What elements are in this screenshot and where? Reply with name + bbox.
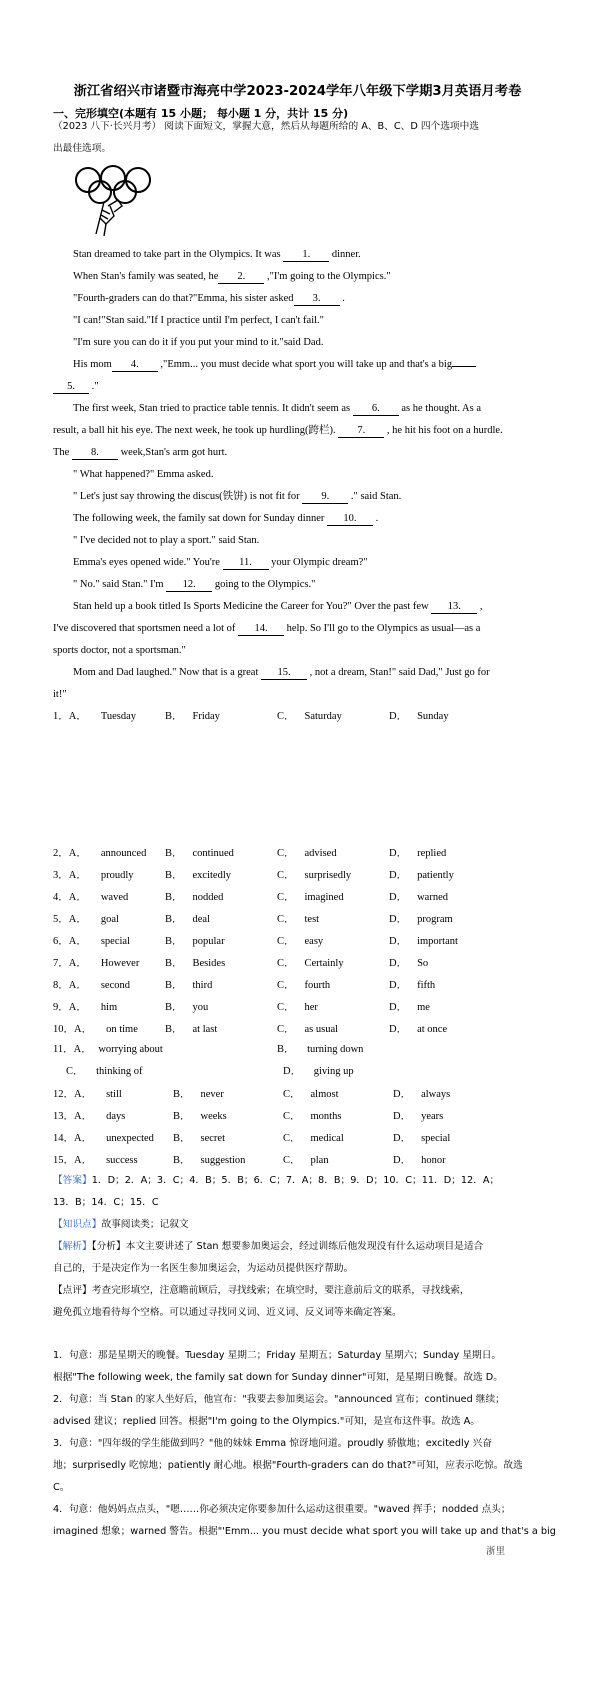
option-a[interactable]: waved: [100, 892, 129, 903]
passage-line: [53, 622, 480, 636]
option-b[interactable]: at last: [192, 1024, 218, 1035]
blank-slot[interactable]: 5.: [53, 381, 89, 394]
blank-slot[interactable]: 8.: [72, 447, 118, 460]
option-c-wrap: [277, 845, 337, 860]
blank-slot[interactable]: 7.: [338, 425, 384, 438]
option-label: 2．A．: [53, 848, 87, 859]
option-a[interactable]: worrying about: [98, 1044, 163, 1055]
option-a-wrap: [53, 1021, 138, 1036]
blank-slot[interactable]: [452, 366, 476, 367]
option-a-wrap: [53, 933, 130, 948]
option-label: B．: [165, 1024, 183, 1035]
passage-text: as he thought. As a: [398, 403, 482, 414]
knowledge-tag: 【知识点】: [53, 1219, 102, 1230]
analysis-line-2: 自己的，于是决定作为一名医生参加奥运会，为运动员提供医疗帮助。: [53, 1263, 354, 1274]
passage-text: Emma's eyes opened wide." You're: [73, 557, 223, 568]
option-b-wrap: [165, 867, 231, 882]
option-d-wrap: [389, 999, 430, 1014]
option-b-wrap: [165, 999, 208, 1014]
option-b[interactable]: excitedly: [192, 870, 231, 881]
option-a[interactable]: However: [100, 958, 140, 969]
option-label: D．: [389, 1002, 408, 1013]
option-d[interactable]: honor: [421, 1155, 446, 1166]
analysis-tag: 【解析】: [53, 1241, 92, 1252]
option-label: C．: [277, 1002, 295, 1013]
passage-text: week,Stan's arm got hurt.: [117, 447, 228, 458]
blank-slot[interactable]: 14.: [238, 623, 284, 636]
option-label: C．: [283, 1133, 301, 1144]
passage-line: [73, 600, 483, 614]
passage-text: it!": [53, 689, 67, 700]
passage-text: " I've decided not to play a sport." said Stan.: [73, 535, 260, 546]
option-b-wrap: [277, 1041, 363, 1056]
option-c-wrap: [277, 911, 319, 926]
option-b-wrap: [165, 977, 212, 992]
option-label: C．: [283, 1111, 301, 1122]
option-d-wrap: [389, 867, 454, 882]
knowledge-point: [53, 1216, 189, 1230]
option-b[interactable]: third: [192, 980, 213, 991]
option-d-wrap: [389, 955, 428, 970]
passage-line: [73, 402, 481, 416]
option-d-wrap: [389, 889, 448, 904]
blank-slot[interactable]: 1.: [283, 249, 329, 262]
option-label: D．: [389, 711, 408, 722]
option-b[interactable]: Friday: [192, 711, 220, 722]
passage-text: Stan dreamed to take part in the Olympics. It was: [73, 249, 284, 260]
passage-text: sports doctor, not a sportsman.": [53, 645, 186, 656]
passage-line: [73, 666, 490, 680]
option-b-wrap: [165, 1021, 217, 1036]
option-c-wrap: [283, 1108, 341, 1123]
option-label: D．: [389, 1024, 408, 1035]
passage-line: [53, 688, 67, 702]
passage-text: , he hit his foot on a hurdle.: [384, 425, 503, 436]
option-c[interactable]: fourth: [304, 980, 331, 991]
passage-text: His mom: [73, 359, 112, 370]
option-d[interactable]: program: [417, 914, 453, 925]
option-d-wrap: [283, 1063, 354, 1078]
passage-text: help. So I'll go to the Olympics as usual—as a: [284, 623, 481, 634]
option-label: 8．A．: [53, 980, 87, 991]
option-a[interactable]: still: [106, 1089, 122, 1100]
option-b-wrap: [165, 845, 234, 860]
option-label: 15．A．: [53, 1155, 93, 1166]
option-label: B．: [173, 1133, 191, 1144]
option-c-wrap: [277, 708, 342, 723]
passage-line: [73, 292, 345, 306]
option-label: D．: [393, 1111, 412, 1122]
knowledge-text: 故事阅读类；记叙文: [101, 1219, 189, 1230]
option-c-wrap: [277, 933, 323, 948]
option-c[interactable]: months: [310, 1111, 342, 1122]
option-label: B．: [173, 1155, 191, 1166]
option-d-wrap: [389, 708, 449, 723]
option-a-wrap: [53, 1086, 122, 1101]
option-d-wrap: [389, 977, 435, 992]
option-label: D．: [389, 936, 408, 947]
option-label: B．: [165, 870, 183, 881]
option-label: B．: [165, 914, 183, 925]
option-c-wrap: [66, 1063, 143, 1078]
option-b-wrap: [173, 1108, 227, 1123]
option-c[interactable]: her: [304, 1002, 318, 1013]
explanation-line: 3．句意："四年级的学生能做到吗？"他的妹妹 Emma 惊讶地问道。proudly 骄傲地；excitedly 兴奋: [53, 1438, 492, 1449]
blank-slot[interactable]: 13.: [431, 601, 477, 614]
option-d[interactable]: always: [421, 1089, 451, 1100]
passage-line: [53, 380, 99, 394]
option-d[interactable]: years: [421, 1111, 444, 1122]
option-c-wrap: [277, 867, 351, 882]
option-label: C．: [277, 914, 295, 925]
answer-tag: 【答案】: [53, 1175, 92, 1186]
option-a[interactable]: goal: [100, 914, 119, 925]
option-c[interactable]: medical: [310, 1133, 344, 1144]
option-d-wrap: [389, 933, 458, 948]
passage-text: ,: [477, 601, 483, 612]
option-d[interactable]: fifth: [417, 980, 436, 991]
option-d[interactable]: giving up: [313, 1066, 354, 1077]
option-a-wrap: [53, 867, 134, 882]
option-d[interactable]: patiently: [417, 870, 454, 881]
passage-line: [53, 446, 227, 460]
option-b[interactable]: turning down: [307, 1044, 364, 1055]
option-b[interactable]: popular: [192, 936, 225, 947]
option-letter-b: B．: [277, 1044, 295, 1055]
option-d-wrap: [393, 1152, 446, 1167]
option-c[interactable]: test: [304, 914, 320, 925]
option-a-wrap: [53, 845, 146, 860]
option-label: D．: [389, 980, 408, 991]
passage-text: " No." said Stan." I'm: [73, 579, 167, 590]
option-label: 1．A．: [53, 711, 87, 722]
option-a-wrap: [53, 708, 136, 723]
option-d-wrap: [393, 1108, 443, 1123]
option-label: C．: [277, 892, 295, 903]
question-number: 11．A．: [53, 1044, 92, 1055]
option-label: C．: [277, 980, 295, 991]
passage-text: ." said Stan.: [348, 491, 402, 502]
option-a[interactable]: success: [106, 1155, 138, 1166]
option-label: D．: [389, 892, 408, 903]
option-d[interactable]: at once: [417, 1024, 448, 1035]
option-label: 6．A．: [53, 936, 87, 947]
intro-line-1: （2023 八下·长兴月考） 阅读下面短文，掌握大意，然后从每题所给的 A、B、C、D 四个选项中选: [53, 121, 479, 132]
option-c[interactable]: easy: [304, 936, 324, 947]
option-d[interactable]: warned: [417, 892, 448, 903]
option-a-wrap: [53, 955, 139, 970]
answer-line-1: [53, 1172, 499, 1186]
blank-slot[interactable]: 9.: [302, 491, 348, 504]
option-d-wrap: [389, 1021, 447, 1036]
passage-text: The: [53, 447, 72, 458]
passage-line: [73, 270, 391, 284]
option-label: 5．A．: [53, 914, 87, 925]
option-c[interactable]: imagined: [304, 892, 344, 903]
option-label: B．: [165, 1002, 183, 1013]
review-line-1: 【点评】考查完形填空，注意瞻前顾后，寻找线索；在填空时，要注意前后文的联系，寻找线索，: [53, 1285, 470, 1296]
passage-text: Stan held up a book titled Is Sports Medicine the Career for You?" Over the past few: [73, 601, 432, 612]
option-a[interactable]: special: [100, 936, 130, 947]
blank-slot[interactable]: 6.: [353, 403, 399, 416]
blank-slot[interactable]: 2.: [218, 271, 264, 284]
option-c[interactable]: thinking of: [96, 1066, 143, 1077]
option-b-wrap: [165, 708, 220, 723]
page-title: 浙江省绍兴市诸暨市海亮中学2023-2024学年八年级下学期3月英语月考卷: [73, 84, 522, 99]
option-b-wrap: [173, 1130, 225, 1145]
option-c[interactable]: plan: [310, 1155, 329, 1166]
explanation-line: advised 建议；replied 回答。根据"I'm going to the Olympics."可知，是宣布这件事。故选 A。: [53, 1416, 480, 1427]
option-a[interactable]: days: [106, 1111, 126, 1122]
footer-mark: 浙里: [486, 1546, 506, 1557]
passage-text: , not a dream, Stan!" said Dad," Just go for: [307, 667, 490, 678]
option-label: C．: [277, 711, 295, 722]
option-c[interactable]: Certainly: [304, 958, 344, 969]
option-c-wrap: [277, 889, 344, 904]
blank-slot[interactable]: 4.: [112, 359, 158, 372]
passage-text: Mom and Dad laughed." Now that is a great: [73, 667, 261, 678]
option-label: 13．A．: [53, 1111, 93, 1122]
option-a[interactable]: proudly: [100, 870, 134, 881]
option-b-wrap: [173, 1086, 224, 1101]
analysis-text-1: 【分析】本文主要讲述了 Stan 想要参加奥运会，经过训练后他发现没有什么运动项目是适合: [91, 1241, 484, 1252]
passage-text: your Olympic dream?": [268, 557, 368, 568]
option-label: C．: [277, 958, 295, 969]
passage-line: [73, 248, 361, 262]
passage-line: [73, 336, 323, 350]
option-label: B．: [165, 848, 183, 859]
option-c-wrap: [277, 977, 330, 992]
blank-slot[interactable]: 3.: [294, 293, 340, 306]
option-label: D．: [389, 914, 408, 925]
option-label: C．: [277, 848, 295, 859]
option-label: D．: [393, 1133, 412, 1144]
option-b[interactable]: continued: [192, 848, 234, 859]
option-b-wrap: [165, 955, 225, 970]
option-b[interactable]: Besides: [192, 958, 226, 969]
passage-text: "Fourth-graders can do that?"Emma, his sister asked: [73, 293, 294, 304]
option-label: 14．A．: [53, 1133, 93, 1144]
option-label: 4．A．: [53, 892, 87, 903]
passage-text: .: [372, 513, 379, 524]
option-label: B．: [165, 892, 183, 903]
passage-line: [73, 512, 378, 526]
option-b-wrap: [165, 933, 225, 948]
blank-slot[interactable]: 12.: [166, 579, 212, 592]
blank-slot[interactable]: 15.: [261, 667, 307, 680]
option-b[interactable]: nodded: [192, 892, 224, 903]
analysis-line-1: [53, 1238, 483, 1252]
option-a[interactable]: Tuesday: [100, 711, 137, 722]
option-a-wrap: [53, 1130, 154, 1145]
option-c[interactable]: Saturday: [304, 711, 342, 722]
passage-text: dinner.: [329, 249, 361, 260]
option-label: D．: [389, 870, 408, 881]
passage-text: ,"I'm going to the Olympics.": [264, 271, 391, 282]
option-c[interactable]: as usual: [304, 1024, 339, 1035]
passage-text: The first week, Stan tried to practice table tennis. It didn't seem as: [73, 403, 353, 414]
option-d[interactable]: important: [417, 936, 458, 947]
option-b-wrap: [173, 1152, 245, 1167]
option-row-11: [53, 1041, 163, 1056]
explanation-line: 4．句意：他妈妈点点头，"嗯……你必须决定你要参加什么运动这很重要。"waved 挥手；nodded 点头；: [53, 1504, 511, 1515]
option-label: B．: [173, 1111, 191, 1122]
passage-line: [73, 490, 401, 504]
passage-text: result, a ball hit his eye. The next week, he took up hurdling(跨栏).: [53, 425, 339, 436]
option-a[interactable]: announced: [100, 848, 147, 859]
passage-text: ,"Emm... you must decide what sport you will take up and that's a big: [157, 359, 453, 370]
option-d-wrap: [393, 1130, 450, 1145]
option-b[interactable]: secret: [200, 1133, 225, 1144]
explanation-line: 根据"The following week, the family sat down for Sunday dinner"可知，是星期日晚餐。故选 D。: [53, 1372, 503, 1383]
option-letter-d: D．: [283, 1066, 302, 1077]
option-letter-c: C．: [66, 1066, 84, 1077]
option-d[interactable]: special: [421, 1133, 451, 1144]
explanation-line: imagined 想象；warned 警告。根据"'Emm... you must decide what sport you will take up and that's a big: [53, 1526, 556, 1537]
option-label: C．: [283, 1089, 301, 1100]
option-b[interactable]: weeks: [200, 1111, 227, 1122]
option-b[interactable]: you: [192, 1002, 209, 1013]
option-a[interactable]: unexpected: [106, 1133, 154, 1144]
passage-text: " Let's just say throwing the discus(铁饼) is not fit for: [73, 491, 303, 502]
olympic-rings-illustration: [70, 162, 160, 238]
option-a-wrap: [53, 1152, 138, 1167]
explanation-line: C。: [53, 1482, 70, 1493]
review-line-2: 避免孤立地看待每个空格。可以通过寻找同义词、近义词、反义词等来确定答案。: [53, 1307, 402, 1318]
blank-slot[interactable]: 11.: [223, 557, 269, 570]
passage-line: [73, 468, 213, 482]
option-a[interactable]: on time: [106, 1024, 138, 1035]
passage-text: " What happened?" Emma asked.: [73, 469, 214, 480]
option-c-wrap: [283, 1152, 329, 1167]
passage-text: going to the Olympics.": [212, 579, 316, 590]
option-a-wrap: [53, 999, 117, 1014]
option-label: D．: [389, 958, 408, 969]
option-c-wrap: [283, 1130, 344, 1145]
passage-line: [73, 578, 315, 592]
option-c-wrap: [283, 1086, 339, 1101]
passage-text: .": [89, 381, 99, 392]
option-label: 12．A．: [53, 1089, 93, 1100]
option-c-wrap: [277, 999, 318, 1014]
option-label: D．: [393, 1155, 412, 1166]
option-label: B．: [165, 711, 183, 722]
option-d-wrap: [393, 1086, 450, 1101]
option-b-wrap: [165, 889, 223, 904]
passage-line: [53, 644, 186, 658]
passage-text: When Stan's family was seated, he: [73, 271, 219, 282]
passage-line: [73, 534, 259, 548]
explanation-line: 1．句意：那是星期天的晚餐。Tuesday 星期二；Friday 星期五；Saturday 星期六；Sunday 星期日。: [53, 1350, 502, 1361]
option-d-wrap: [389, 911, 453, 926]
option-a-wrap: [53, 977, 130, 992]
option-label: C．: [277, 1024, 295, 1035]
option-b-wrap: [165, 911, 210, 926]
option-c[interactable]: advised: [304, 848, 337, 859]
option-label: 7．A．: [53, 958, 87, 969]
intro-line-2: 出最佳选项。: [53, 143, 112, 154]
passage-text: "I'm sure you can do it if you put your mind to it."said Dad.: [73, 337, 324, 348]
answer-text-1: 1．D；2．A；3．C；4．B；5．B；6．C；7．A；8．B；9．D；10．C；11．D；12．A；: [91, 1175, 500, 1186]
option-b[interactable]: suggestion: [200, 1155, 246, 1166]
option-a-wrap: [53, 1108, 125, 1123]
explanation-line: 2．句意：当 Stan 的家人坐好后，他宣布："我要去参加奥运会。"announced 宣布；continued 继续；: [53, 1394, 505, 1405]
option-d-wrap: [389, 845, 446, 860]
option-b[interactable]: never: [200, 1089, 224, 1100]
option-label: B．: [165, 958, 183, 969]
option-a[interactable]: him: [100, 1002, 118, 1013]
explanation-line: 地；surprisedly 吃惊地；patiently 耐心地。根据"Fourth-graders can do that?"可知，应表示吃惊。故选: [53, 1460, 523, 1471]
section-heading: 一、完形填空(本题有 15 小题； 每小题 1 分，共计 15 分): [53, 107, 349, 120]
passage-line: [73, 358, 476, 372]
option-label: 10．A．: [53, 1024, 93, 1035]
option-a[interactable]: second: [100, 980, 131, 991]
answer-line-2: 13．B；14．C；15．C: [53, 1197, 159, 1208]
option-c-wrap: [277, 955, 344, 970]
option-label: B．: [165, 980, 183, 991]
option-label: C．: [283, 1155, 301, 1166]
option-label: D．: [393, 1089, 412, 1100]
option-a-wrap: [53, 889, 128, 904]
passage-line: [53, 424, 503, 438]
option-c[interactable]: surprisedly: [304, 870, 352, 881]
option-b[interactable]: deal: [192, 914, 211, 925]
passage-line: [73, 314, 324, 328]
option-label: 3．A．: [53, 870, 87, 881]
option-label: B．: [165, 936, 183, 947]
option-label: D．: [389, 848, 408, 859]
passage-line: [73, 556, 368, 570]
option-label: C．: [277, 936, 295, 947]
passage-text: "I can!"Stan said."If I practice until I'm perfect, I can't fail.": [73, 315, 324, 326]
passage-text: The following week, the family sat down for Sunday dinner: [73, 513, 327, 524]
option-c[interactable]: almost: [310, 1089, 339, 1100]
option-label: C．: [277, 870, 295, 881]
option-d[interactable]: Sunday: [417, 711, 449, 722]
option-d[interactable]: me: [417, 1002, 430, 1013]
option-label: 9．A．: [53, 1002, 87, 1013]
option-c-wrap: [277, 1021, 338, 1036]
option-label: B．: [173, 1089, 191, 1100]
passage-text: I've discovered that sportsmen need a lot of: [53, 623, 239, 634]
passage-text: .: [339, 293, 345, 304]
option-d[interactable]: So: [417, 958, 429, 969]
option-d[interactable]: replied: [417, 848, 447, 859]
blank-slot[interactable]: 10.: [327, 513, 373, 526]
option-a-wrap: [53, 911, 119, 926]
